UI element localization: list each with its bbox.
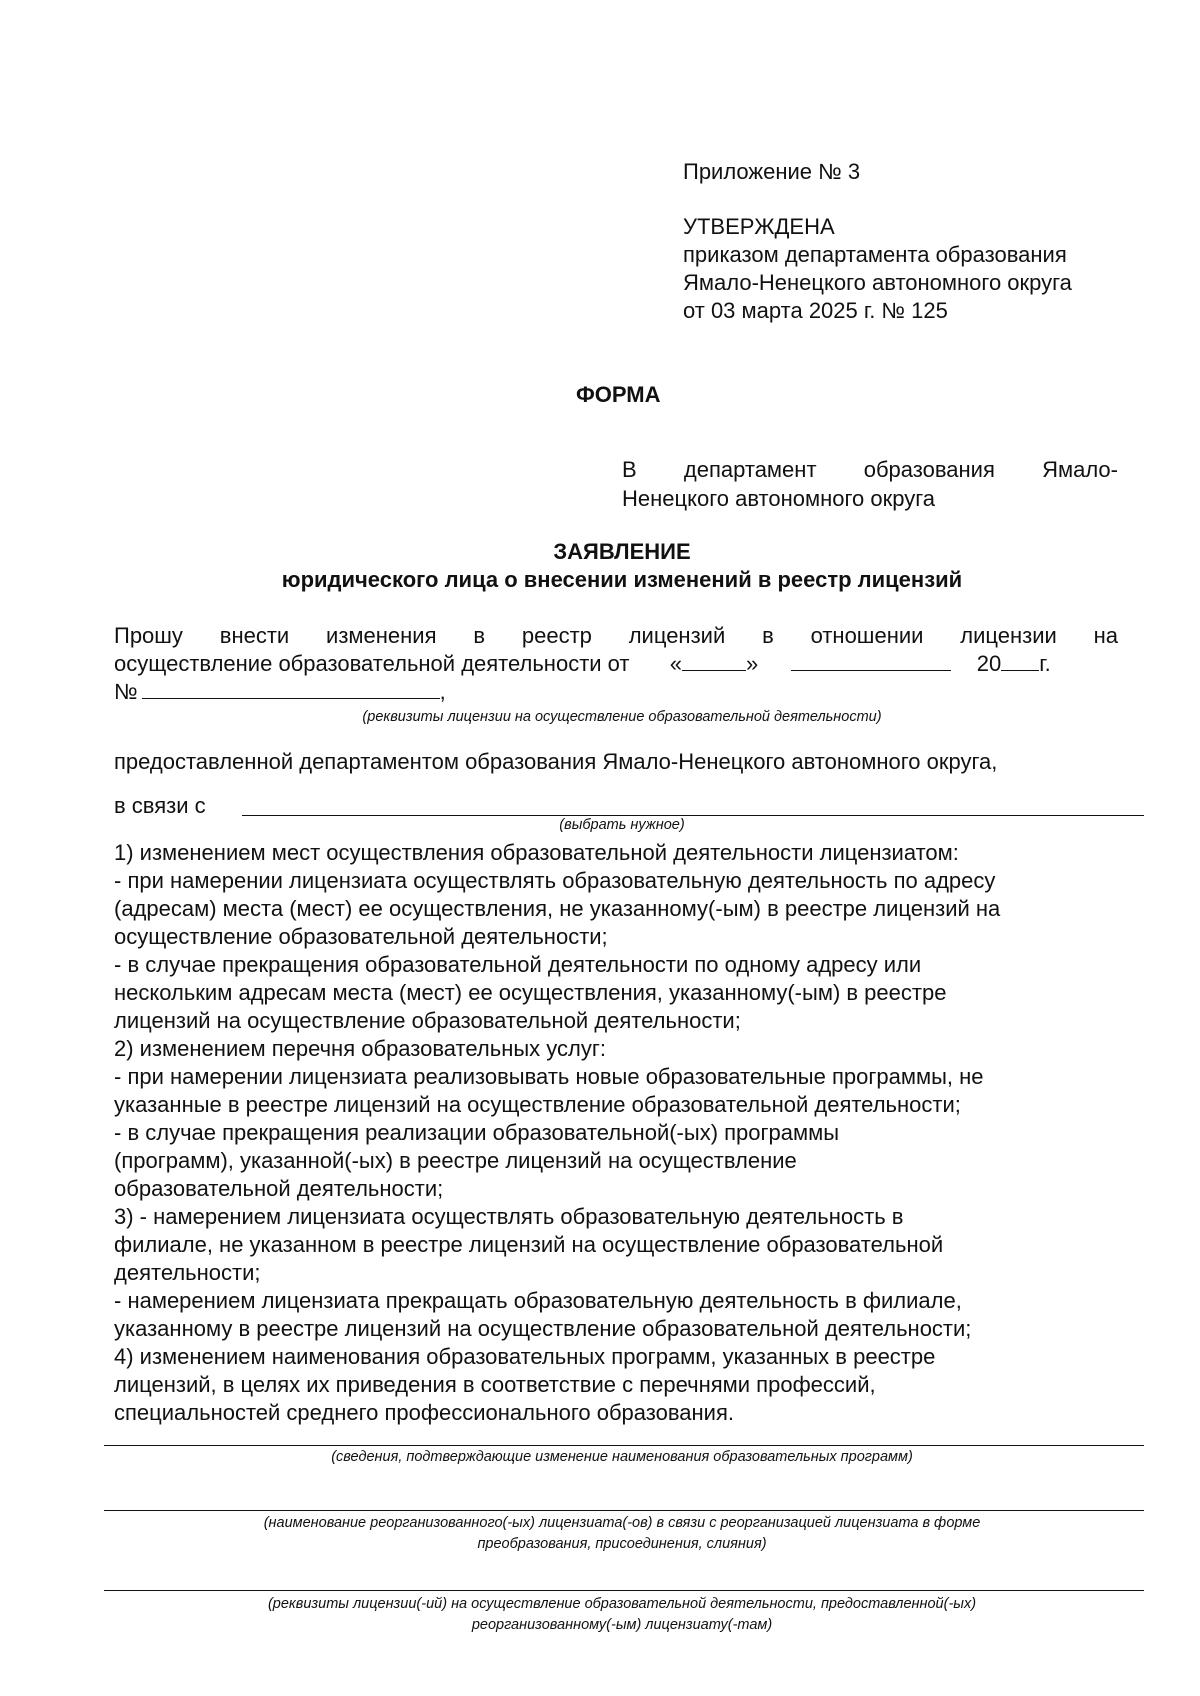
reorganized-license-details-blank[interactable] (104, 1590, 1144, 1591)
item-3b-line-2: указанному в реестре лицензий на осуществление образовательной деятельности; (114, 1316, 972, 1341)
item-4-line-2: лицензий, в целях их приведения в соответствие с перечнями профессий, (114, 1372, 876, 1397)
addressee-line-2: Ненецкого автономного округа (622, 486, 936, 511)
request-word: отношении (810, 623, 924, 648)
item-1a-line-2: (адресам) места (мест) ее осуществления, не указанному(-ым) в реестре лицензий на (114, 896, 1001, 921)
item-4-line-3: специальностей среднего профессионального образования. (114, 1400, 734, 1425)
addressee-word: департамент (683, 457, 817, 482)
approved-line-3: от 03 марта 2025 г. № 125 (683, 298, 948, 323)
request-line-2 (114, 650, 1118, 678)
request-word: изменения (326, 623, 437, 648)
year-blank[interactable] (1001, 652, 1039, 671)
reason-blank-line[interactable] (242, 815, 1144, 816)
request-word: Прошу (114, 623, 183, 648)
reorganized-license-details-note-line-2: реорганизованному(-ым) лицензиату(-там) (471, 1617, 773, 1633)
month-blank[interactable] (791, 652, 951, 671)
program-name-change-note: (сведения, подтверждающие изменение наименования образовательных программ) (331, 1449, 913, 1465)
request-line-2-text: осуществление образовательной деятельности от (114, 651, 630, 676)
reorganized-license-details-note-line-1: (реквизиты лицензии(-ий) на осуществление образовательной деятельности, предоставленной(-ых) (267, 1596, 977, 1612)
request-line-3 (114, 678, 446, 706)
item-4-line-1: 4) изменением наименования образовательных программ, указанных в реестре (114, 1344, 936, 1369)
item-2b-line-1: - в случае прекращения реализации образовательной(-ых) программы (114, 1120, 840, 1145)
item-2a-line-1: - при намерении лицензиата реализовывать новые образовательные программы, не (114, 1064, 984, 1089)
item-3b-line-1: - намерением лицензиата прекращать образовательную деятельность в филиале, (114, 1288, 962, 1313)
item-1a-line-1: - при намерении лицензиата осуществлять образовательную деятельность по адресу (114, 868, 996, 893)
license-number-blank[interactable] (142, 680, 440, 699)
license-number-prefix: № (114, 679, 138, 704)
item-2: 2) изменением перечня образовательных услуг: (114, 1036, 606, 1061)
appendix-number: Приложение № 3 (683, 159, 861, 184)
reorganized-licensee-note-line-1: (наименование реорганизованного(-ых) лицензиата(-ов) в связи с реорганизацией лицензиата в форме (263, 1515, 981, 1531)
request-word: в (473, 623, 486, 648)
request-line-1 (114, 622, 1118, 650)
item-2b-line-2: (программ), указанной(-ых) в реестре лицензий на осуществление (114, 1148, 797, 1173)
provided-by-text: предоставленной департаментом образования Ямало-Ненецкого автономного округа, (114, 749, 998, 774)
addressee-word: Ямало- (1042, 457, 1118, 482)
reorganized-licensee-note-line-2: преобразования, присоединения, слияния) (477, 1536, 767, 1552)
document-subtitle: юридического лица о внесении изменений в реестр лицензий (281, 567, 963, 592)
request-word: в (762, 623, 774, 648)
request-word: на (1093, 623, 1118, 648)
item-3-line-3: деятельности; (114, 1260, 261, 1285)
item-1b-line-3: лицензий на осуществление образовательной деятельности; (114, 1008, 741, 1033)
item-1: 1) изменением мест осуществления образовательной деятельности лицензиатом: (114, 840, 959, 865)
addressee-word: В (622, 457, 637, 482)
addressee-line-1 (622, 456, 1118, 484)
reorganized-licensee-blank[interactable] (104, 1510, 1144, 1511)
year-suffix: г. (1039, 651, 1051, 676)
document-title: ЗАЯВЛЕНИЕ (553, 539, 691, 564)
day-blank[interactable] (682, 652, 746, 671)
addressee-word: образования (863, 457, 995, 482)
license-number-suffix: , (439, 679, 446, 704)
choose-needed-note: (выбрать нужное) (559, 817, 685, 833)
date-quote-open: « (669, 651, 682, 676)
request-word: внести (219, 623, 290, 648)
request-word: лицензий (628, 623, 726, 648)
item-3-line-2: филиале, не указанном в реестре лицензий на осуществление образовательной (114, 1232, 944, 1257)
item-1b-line-2: нескольким адресам места (мест) ее осуществления, указанному(-ым) в реестре (114, 980, 947, 1005)
item-2a-line-2: указанные в реестре лицензий на осуществление образовательной деятельности; (114, 1092, 961, 1117)
approved-line-2: Ямало-Ненецкого автономного округа (683, 270, 1072, 295)
item-1b-line-1: - в случае прекращения образовательной деятельности по одному адресу или (114, 952, 922, 977)
in-connection-label: в связи с (114, 793, 206, 818)
program-name-change-blank[interactable] (104, 1445, 1144, 1446)
approved-title: УТВЕРЖДЕНА (683, 214, 835, 239)
request-word: реестр (521, 623, 592, 648)
year-prefix: 20 (976, 651, 1002, 676)
license-details-note: (реквизиты лицензии на осуществление образовательной деятельности) (362, 709, 882, 725)
item-1a-line-3: осуществление образовательной деятельности; (114, 924, 608, 949)
approved-line-1: приказом департамента образования (683, 242, 1067, 267)
item-3-line-1: 3) - намерением лицензиата осуществлять образовательную деятельность в (114, 1204, 904, 1229)
form-label: ФОРМА (576, 382, 661, 407)
request-word: лицензии (960, 623, 1057, 648)
date-quote-close: » (746, 651, 759, 676)
item-2b-line-3: образовательной деятельности; (114, 1176, 444, 1201)
